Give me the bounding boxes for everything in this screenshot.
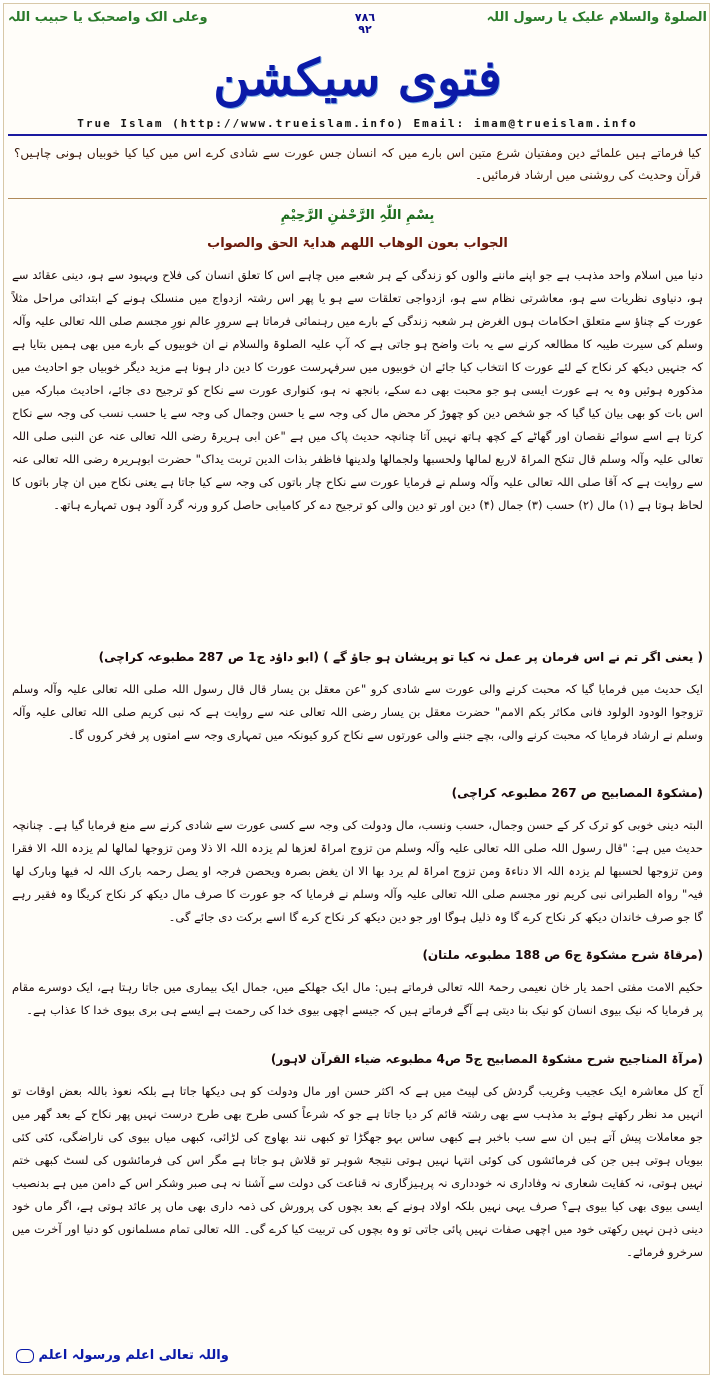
answer-paragraph-4: حکیم الامت مفتی احمد یار خان نعیمی رحمۃ اللہ تعالی فرماتے ہیں: مال ایک جھلکے میں، جمال ایک بیماری میں جاتا رہتا ہے، ایک دوسرے مقام پر فرمایا کہ نیک بیوی انسان کو نیک بنا دیتی ہے آگے فرماتے ہیں کہ جیسے اچھی بیوی خدا کی رحمت ہے ایسے ہی بری بیوی خدا کا عذاب ہے۔ — [12, 980, 703, 1017]
answer-heading: الجواب بعون الوھاب اللھم ھدایۃ الحق والصواب — [207, 236, 508, 251]
answer-paragraph-2: ایک حدیث میں فرمایا گیا کہ محبت کرنے والی عورت سے شادی کرو "عن معقل بن یسار قال قال رسول اللہ صلی اللہ تعالی علیہ وآلہ وسلم تزوجوا الودود الولود فانی مکاثر بکم الامم" حضرت معقل بن یسار رضی اللہ تعالی عنہ سے روایت ہے کہ نبی کریم صلی اللہ تعالی علیہ وآلہ وسلم نے ارشاد فرمایا کہ محبت کرنے والی، بچے جننے والی عورتوں سے نکاح کرو کیونکہ میں تمہاری وجہ سے امتوں پر فخر کروں گا۔ — [12, 682, 704, 742]
reference-3: (مرقاۃ شرح مشکوۃ ج6 ص 188 مطبوعہ ملتان) — [422, 948, 703, 962]
page-title: فتوی سیکشن — [213, 48, 502, 107]
answer-paragraph-5: آج کل معاشرہ ایک عجیب وغریب گردش کی لپیٹ میں ہے کہ اکثر حسن اور مال ودولت کو ہی دیکھا جاتا ہے بلکہ نعوذ باللہ بعض اوقات تو انہیں مد نظر رکھتے ہوئے بد مذہب سے بھی رشتہ قائم کر دیا جاتا ہے جو کہ شرعاً کسی طرح بھی طرح درست نہیں پھر نکاح کے بعد گھر میں جو معاملات پیش آتے ہیں ان سے سب باخبر ہے کبھی ساس بہو جھگڑا تو کبھی نند بھاوج کی لڑائی، کبھی میاں بیوی کی ناراضگی، کئی کئی بیویاں ہوتی ہیں جن کی فرمائشوں کی کوئی انتہا نہیں ہوتی نتیجۃً شوہر تو قلاش ہو جاتا ہے مگر اس کی فرمائشوں کی لسٹ کبھی ختم نہیں ہوتی، نہ کفایت شعاری نہ وفاداری نہ خودداری نہ پرہیزگاری نہ قناعت کی دولت سے آشنا نہ ہی صبر وشکر اس کے دامن میں ہے بدنصیب ایسی بیوی بھی کیا بیوی ہے؟ صرف یہی نہیں بلکہ اولاد ہونے کے بعد بچوں کی پرورش کی ذمہ داری بھی ماں پر عائد ہوتی ہے، اگر ماں خود دینی ذہن نہیں رکھتی خود میں اچھی صفات نہیں پائی جاتی تو وہ بچوں کی تربیت کیا کرے گی۔ اللہ تعالی تمام مسلمانوں کو دنیا اور آخرت میں سرخرو فرمائے۔ — [12, 1084, 703, 1259]
salutation-left: وعلی الک واصحبک یا حبیب اللہ — [8, 10, 208, 25]
bismillah: بِسْمِ اللّٰہِ الرَّحْمٰنِ الرَّحِیْمِ — [280, 208, 435, 223]
contact-line: True Islam (http://www.trueislam.info) Email: imam@trueislam.info — [77, 117, 638, 130]
header-number — [348, 12, 382, 36]
seal-icon — [16, 1349, 34, 1363]
separator — [8, 198, 707, 199]
salutation-right: الصلوۃ والسلام علیک یا رسول اللہ — [486, 10, 707, 25]
question-text: کیا فرماتے ہیں علمائے دین ومفتیان شرع متین اس بارے میں کہ انسان جس عورت سے شادی کرے اس میں کیا کیا خوبیاں ہونی چاہیں؟ قرآن وحدیث کی روشنی میں ارشاد فرمائیں۔ — [14, 146, 701, 182]
number-top: ٧٨٦ — [354, 11, 376, 24]
header-row — [8, 10, 707, 36]
separator — [8, 134, 707, 136]
answer-paragraph-3: البتہ دینی خوبی کو ترک کر کے حسن وجمال، حسب ونسب، مال ودولت کی وجہ سے کسی عورت سے شادی کرنے سے منع فرمایا گیا ہے۔ چنانچہ حدیث میں ہے: "قال رسول اللہ صلی اللہ تعالی علیہ وآلہ وسلم من تزوج امراۃ لعزھا لم یزدہ اللہ الا ذلا ومن تزوجھا لمالھا لم یزدہ اللہ الا فقرا ومن تزوجھا لحسبھا لم یزدہ اللہ الا دناءۃ ومن تزوج امراۃ لم یرد بھا الا ان یغض بصرہ ویحصن فرجہ او یصل رحمہ بارک اللہ لہ فیھا وبارک لھا فیہ" رواہ الطبرانی نبی کریم نور مجسم صلی اللہ تعالی علیہ وآلہ وسلم نے فرمایا کہ جو عورت کا صرف مال دیکھ کر نکاح کریگا وہ فقیر رہے گا جو صرف خاندان دیکھ کر نکاح کرے گا وہ ذلیل ہوگا اور جو دین دیکھ کر نکاح کرے گا اسے برکت دی جائے گی۔ — [12, 818, 703, 924]
reference-1: ( یعنی اگر تم نے اس فرمان پر عمل نہ کیا تو پریشان ہو جاؤ گے ) (ابو داؤد ج1 ص 287 مطبوعہ کراچی) — [98, 650, 703, 664]
closing-text: واللہ تعالی اعلم ورسولہ اعلم — [38, 1348, 229, 1363]
closing-line — [12, 1348, 703, 1363]
number-bottom: ٩٢ — [358, 23, 372, 36]
reference-4: (مرآۃ المناجیح شرح مشکوۃ المصابیح ج5 ص4 مطبوعہ ضیاء القرآن لاہور) — [270, 1052, 703, 1066]
answer-paragraph-1: دنیا میں اسلام واحد مذہب ہے جو اپنے ماننے والوں کو زندگی کے ہر شعبے میں چاہے اس کا تعلق انسان کی فلاح وبہبود سے ہو، دینی عقائد سے ہو، دنیاوی نظریات سے ہو، معاشرتی نظام سے ہو، ازدواجی تعلقات سے ہو یا پھر اس رشتہ ازدواج میں منسلک ہونے کے ابتدائی مراحل مثلاً عورت کے چناؤ سے متعلق احکامات ہوں الغرض ہر شعبہ زندگی کے بارے میں رہنمائی فرماتا ہے سرورِ عالم نورِ مجسم صلی اللہ تعالی علیہ وآلہ وسلم کی سیرت طیبہ کا مطالعہ کرنے سے یہ بات واضح ہو جاتی ہے کہ آپ علیہ الصلوۃ والسلام نے ان خوبیوں کے بارے میں بھی ہمیں بتایا ہے کہ جنہیں دیکھ کر نکاح کے لئے عورت کا انتخاب کیا جائے ان خوبیوں میں سرفہرست عورت کا دین دار ہونا ہے مزید دیگر خوبیاں جو احادیث میں مذکورہ ہوئیں وہ یہ ہے عورت ایسی ہو جو محبت بھی دے سکے، بانجھ نہ ہو، کنواری عورت سے نکاح کو ترجیح دی جائے، احادیث مبارکہ میں اس بات کو بھی بیان کیا گیا کہ جو شخص دین کو چھوڑ کر محض مال کی وجہ سے یا حسن وجمال کی وجہ سے یا حسب نسب کی وجہ سے نکاح کرتا ہے اسے سوائے نقصان اور گھاٹے کے کچھ ہاتھ نہیں آتا چنانچہ حدیث پاک میں ہے "عن ابی ہریرۃ رضی اللہ تعالی عنہ عن النبی صلی اللہ تعالی علیہ وآلہ وسلم قال تنکح المراۃ لاربع لمالھا ولحسبھا ولجمالھا ولدینھا فاظفر بذات الدین تربت یداک" حضرت ابوہریرہ رضی اللہ تعالی عنہ سے روایت ہے کہ آقا صلی اللہ تعالی علیہ وآلہ وسلم نے فرمایا عورت سے نکاح چار باتوں کی وجہ سے کیا جاتا ہے یعنی نکاح میں ان چار باتوں کا لحاظ ہوتا ہے (۱) مال (۲) حسب (۳) جمال (۴) دین اور تو دین والی کو ترجیح دے کر کامیابی حاصل کرو ورنہ گرد آلود ہوں تمہارے ہاتھ۔ — [12, 268, 703, 512]
reference-2: (مشکوۃ المصابیح ص 267 مطبوعہ کراچی) — [451, 786, 703, 800]
